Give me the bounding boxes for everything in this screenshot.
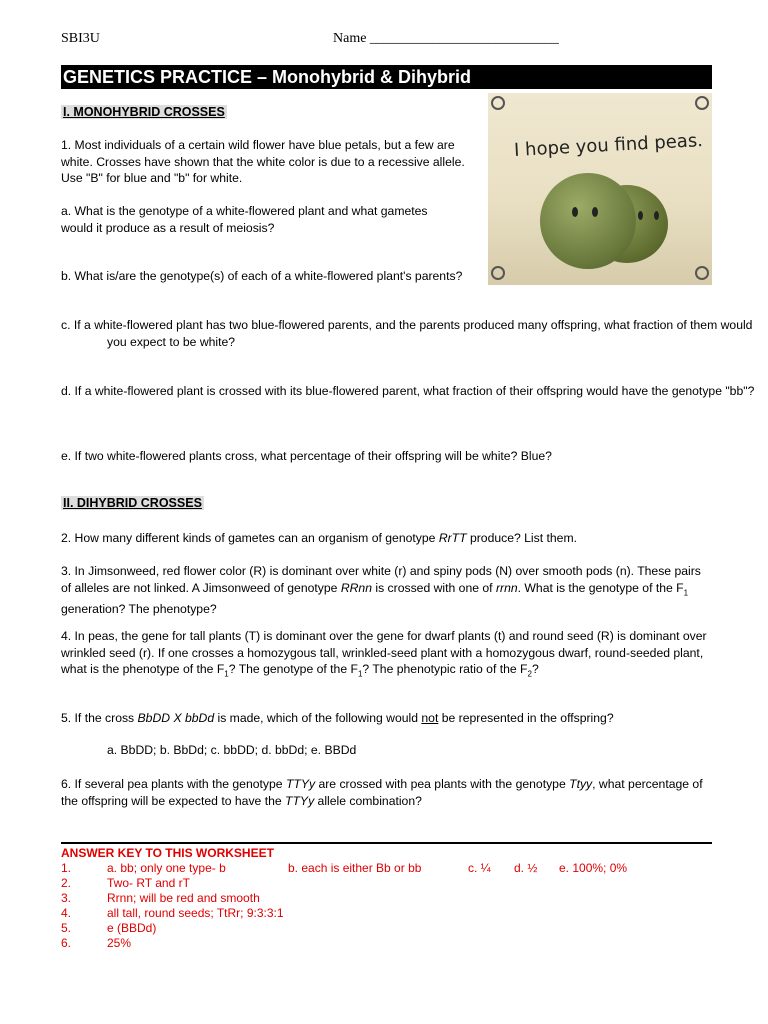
- answer-4: all tall, round seeds; TtRr; 9:3:3:1: [107, 906, 284, 920]
- section-heading-monohybrid: [61, 105, 227, 119]
- answer-2: Two- RT and rT: [107, 876, 190, 890]
- question-3: 3. In Jimsonweed, red flower color (R) is dominant over white (r) and spiny pods (N) over smooth pods (n). These pairs of alleles are not linked. A Jimsonweed of genotype RRnn is crossed with one of rrnn. What is the genotype of the $F_1$ generation? The phenotype?: [61, 564, 701, 617]
- question-2: 2. How many different kinds of gametes can an organism of genotype RrTT produce? List them.: [61, 531, 577, 545]
- question-5-options: a. BbDD; b. BbDd; c. bbDD; d. bbDd; e. BBDd: [107, 743, 357, 757]
- answer-key-row: 2.: [61, 876, 72, 890]
- answer-key-heading: ANSWER KEY TO THIS WORKSHEET: [61, 846, 274, 860]
- answer-key-row: 4.: [61, 906, 72, 920]
- section-heading-label: I. MONOHYBRID CROSSES: [63, 105, 225, 119]
- section-heading-label: II. DIHYBRID CROSSES: [63, 496, 202, 510]
- question-1-intro: 1. Most individuals of a certain wild flower have blue petals, but a few are white. Crosses have shown that the white color is due to a recessive allele. Use "B" for blue and "b" for white.: [61, 138, 465, 185]
- answer-5: e (BBDd): [107, 921, 157, 935]
- answer-key-row: 5.: [61, 921, 72, 935]
- question-4: 4. In peas, the gene for tall plants (T) is dominant over the gene for dwarf plants (t) and round seed (R) is dominant over wrinkled seed (r). If one crosses a homozygous tall, wrinkled-seed plant with a homozygous dwarf, round-seeded plant, what is the phenotype of the $F_1$? The genotype of the $F_1$? The phenotypic ratio of the $F_2$?: [61, 629, 707, 679]
- title-bar: [61, 65, 712, 89]
- answer-key-row: 6.: [61, 936, 72, 950]
- question-6: 6. If several pea plants with the genotype TTYy are crossed with pea plants with the genotype Ttyy, what percentage of the offspring will be expected to have the TTYy allele combination?: [61, 777, 703, 808]
- answer-1c: c. ¼: [468, 861, 491, 875]
- swirl-ornament-icon: [695, 96, 709, 110]
- answer-key-divider: [61, 842, 712, 844]
- pea-front: [540, 173, 636, 269]
- answer-1d: d. ½: [514, 861, 538, 875]
- question-1a: a. What is the genotype of a white-flowered plant and what gametes would it produce as a result of meiosis?: [61, 204, 428, 235]
- swirl-ornament-icon: [491, 96, 505, 110]
- swirl-ornament-icon: [695, 266, 709, 280]
- question-1e: e. If two white-flowered plants cross, what percentage of their offspring will be white? Blue?: [61, 449, 552, 463]
- image-caption: I hope you find peas.: [513, 130, 704, 161]
- answer-key-row: 1.: [61, 861, 72, 875]
- name-field-label: Name ___________________________: [333, 31, 559, 46]
- question-5: 5. If the cross BbDD X bbDd is made, which of the following would not be represented in the offspring?: [61, 711, 614, 725]
- swirl-ornament-icon: [491, 266, 505, 280]
- answer-1a: a. bb; only one type- b: [107, 861, 226, 875]
- answer-1b: b. each is either Bb or bb: [288, 861, 422, 875]
- answer-1e: e. 100%; 0%: [559, 861, 628, 875]
- peas-cartoon-image: [488, 93, 712, 285]
- answer-6: 25%: [107, 936, 132, 950]
- section-heading-dihybrid: [61, 496, 204, 510]
- question-1d: d. If a white-flowered plant is crossed with its blue-flowered parent, what fraction of their offspring would have the genotype "bb"?: [61, 384, 755, 398]
- page-title: GENETICS PRACTICE – Monohybrid & Dihybrid: [63, 67, 472, 87]
- question-1c: c. If a white-flowered plant has two blue-flowered parents, and the parents produced many offspring, what fraction of them would you expect to be white?: [61, 318, 753, 349]
- question-1b: b. What is/are the genotype(s) of each of a white-flowered plant's parents?: [61, 269, 463, 283]
- answer-3: Rrnn; will be red and smooth: [107, 891, 260, 905]
- answer-key-row: 3.: [61, 891, 72, 905]
- course-code: SBI3U: [61, 31, 100, 46]
